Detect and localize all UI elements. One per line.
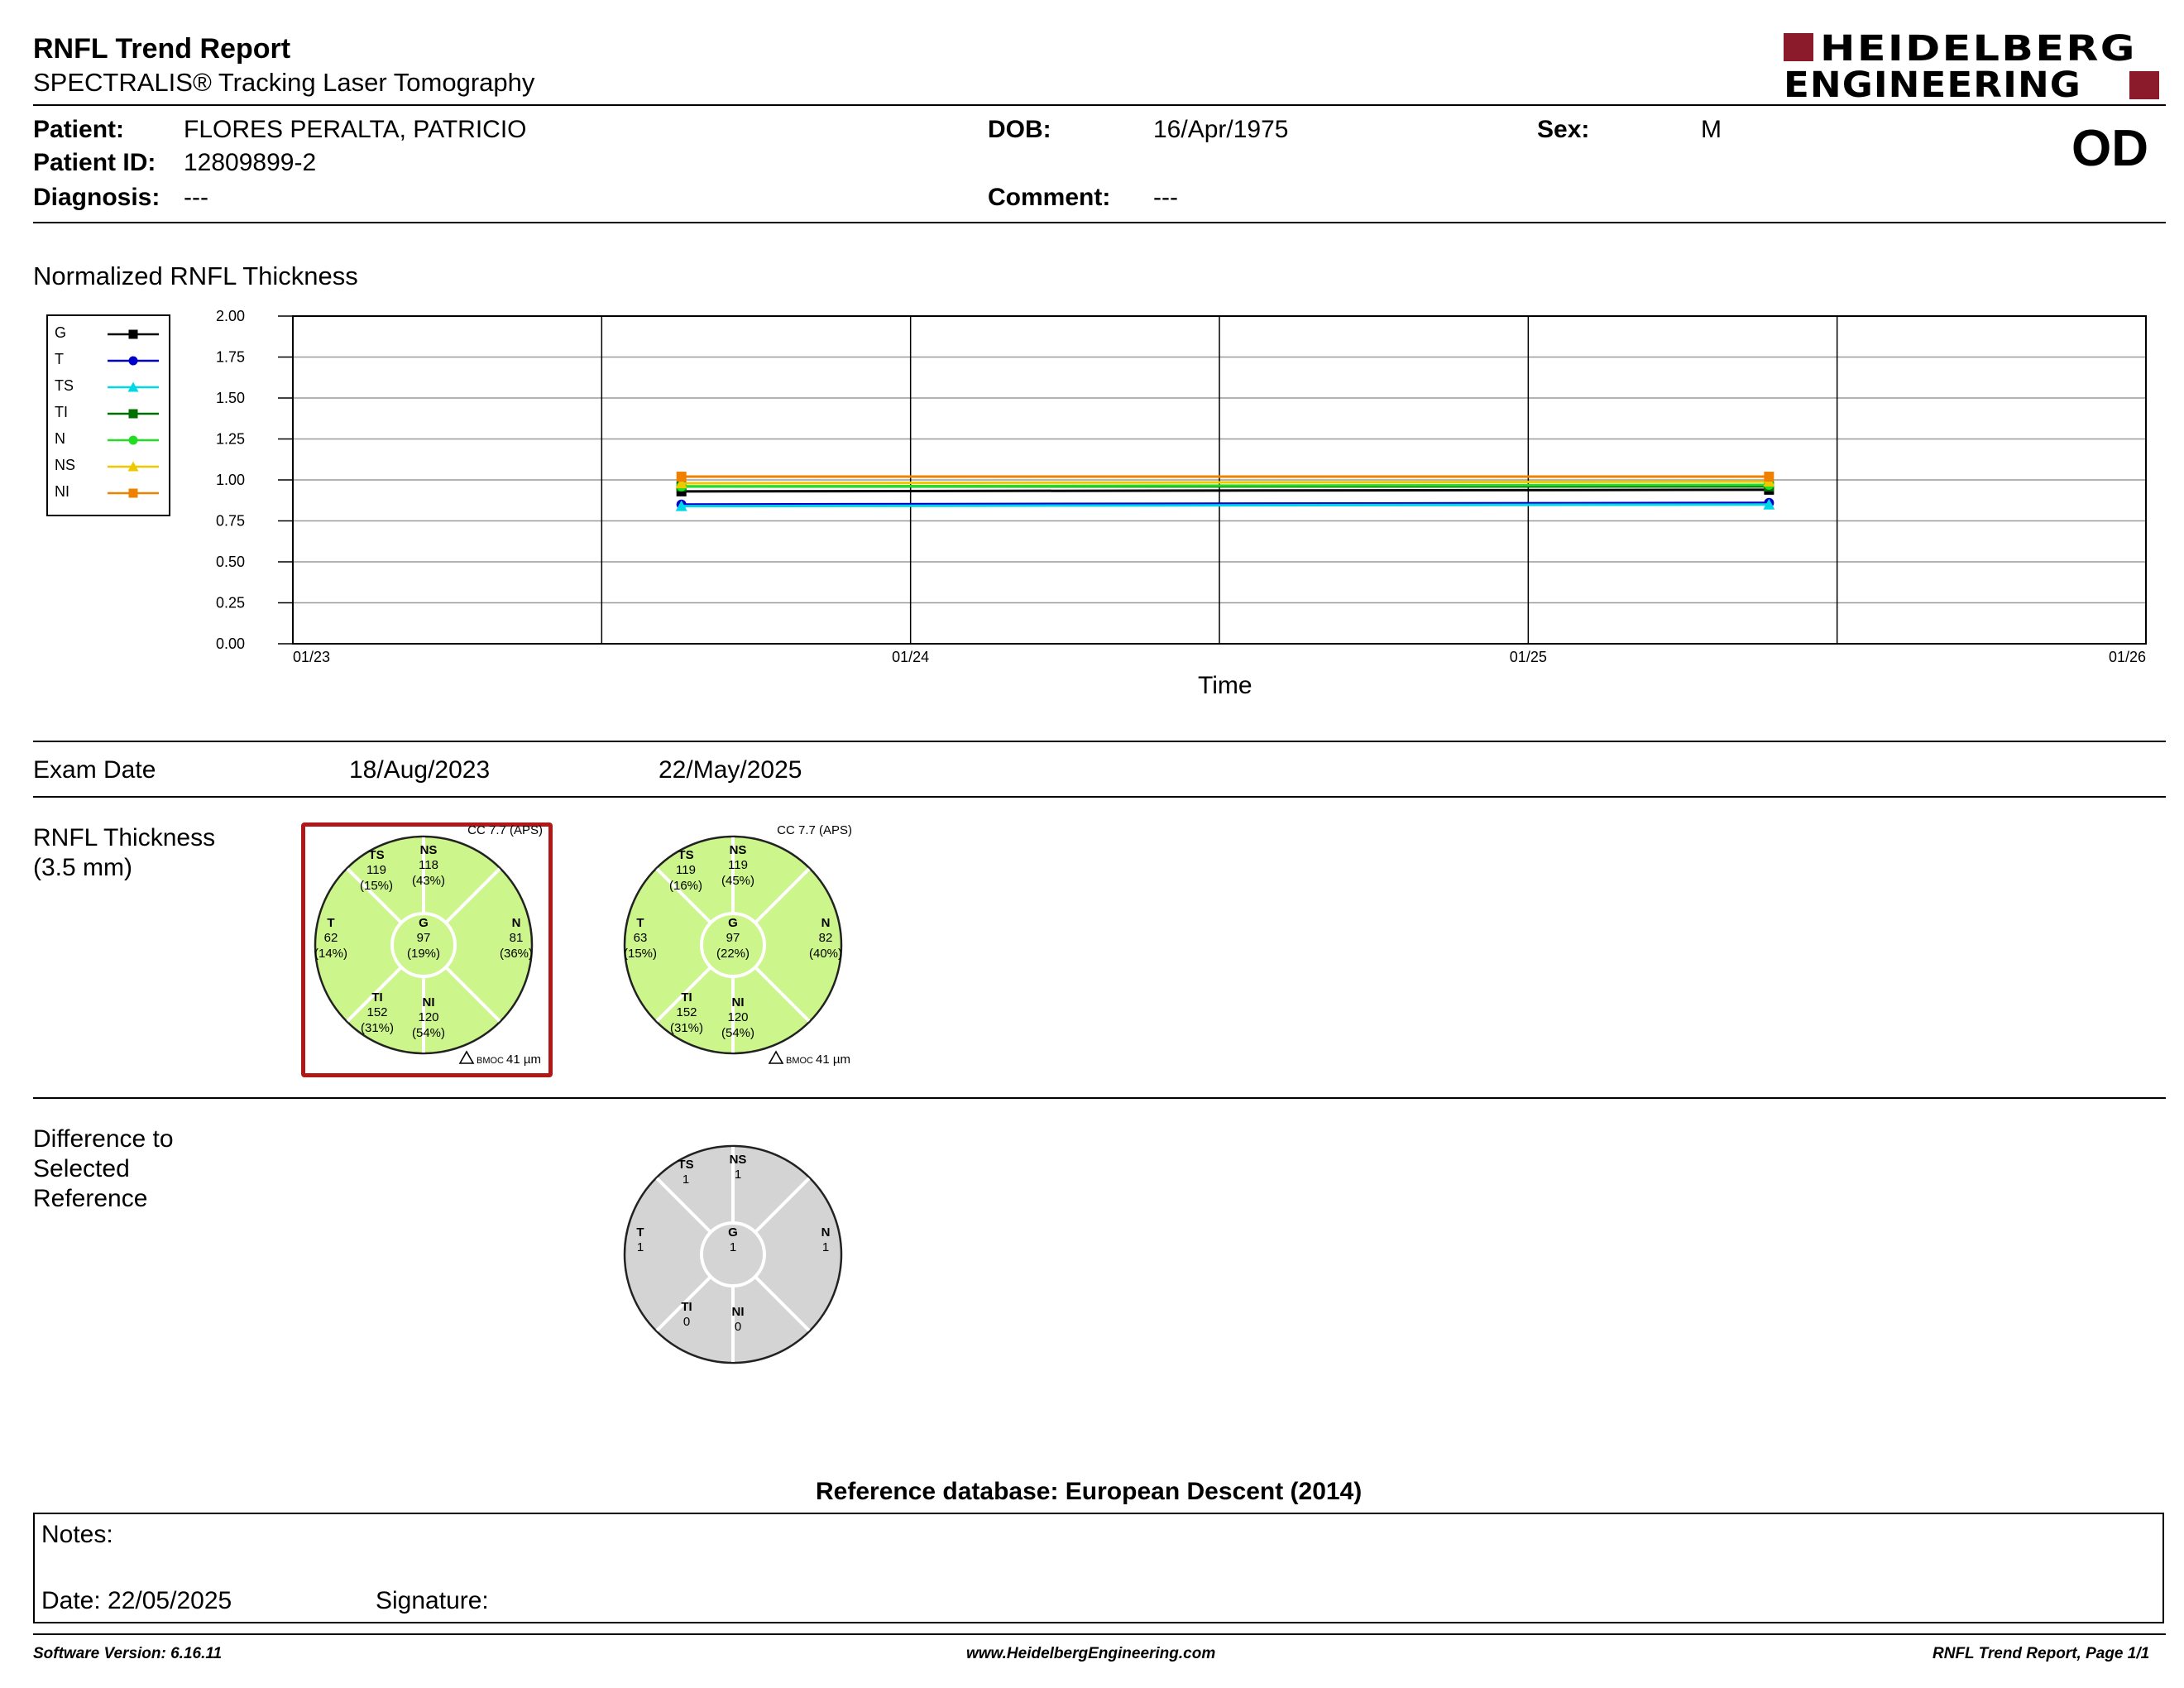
data-point-T: [1764, 498, 1774, 508]
notes-box[interactable]: [33, 1513, 2164, 1623]
sector-name: NI: [731, 995, 745, 1009]
footer-page: RNFL Trend Report, Page 1/1: [1933, 1645, 2150, 1662]
y-tick-label: 2.00: [215, 308, 245, 324]
sector-value: 152: [676, 1005, 697, 1019]
rnfl-circle-exam-2[interactable]: [609, 821, 857, 1069]
legend-item-NI: [48, 480, 169, 506]
diff-label-line3: Reference: [33, 1185, 148, 1212]
y-tick-label: 1.50: [215, 390, 245, 406]
sector-value: 62: [323, 931, 338, 945]
legend-item-NS: [48, 453, 169, 480]
sector-name: TS: [678, 1158, 694, 1172]
diff-label-line2: Selected: [33, 1155, 130, 1182]
y-tick-label: 0.25: [215, 594, 245, 611]
sector-value: 119: [676, 863, 696, 877]
patient-id-label: Patient ID:: [33, 149, 156, 176]
trend-chart: [0, 0, 2184, 745]
sector-percent: (40%): [808, 947, 843, 961]
sector-value: 97: [726, 931, 740, 945]
sector-name: G: [728, 916, 738, 930]
data-point-N: [1764, 480, 1774, 490]
sector-name: T: [636, 1225, 644, 1240]
rnfl-label-line1: RNFL Thickness: [33, 824, 216, 851]
data-point-T: [677, 500, 687, 510]
reference-database: Reference database: European Descent (2014): [816, 1478, 1363, 1505]
data-point-NS: [676, 477, 687, 488]
y-tick-label: 1.25: [215, 430, 245, 448]
sector-value: 82: [818, 931, 833, 945]
exam-rule: [33, 796, 2166, 798]
sector-T: [636, 1225, 644, 1254]
chart-rule: [33, 741, 2166, 742]
sector-percent: (22%): [716, 947, 750, 961]
series-line-N: [682, 485, 1770, 487]
sector-value: 120: [727, 1010, 749, 1024]
rnfl-circle-exam-1[interactable]: [299, 821, 548, 1069]
legend-label: T: [55, 351, 64, 367]
sex-value: M: [1701, 116, 1722, 143]
chart-section-title: Normalized RNFL Thickness: [33, 261, 358, 290]
sector-percent: (16%): [668, 879, 703, 893]
brand-line1: HEIDELBERG: [1820, 28, 2137, 70]
sector-percent: (31%): [360, 1021, 395, 1035]
sector-percent: (45%): [721, 874, 755, 888]
sector-name: TS: [678, 848, 694, 862]
bmoc-triangle-icon: [460, 1052, 473, 1063]
sector-value: 152: [366, 1005, 388, 1019]
sector-percent: (15%): [623, 947, 658, 961]
legend-item-TI: [48, 400, 169, 427]
data-point-N: [677, 482, 687, 492]
sector-value: 120: [418, 1010, 439, 1024]
legend-swatch: [106, 432, 160, 448]
x-tick-label: 01/24: [892, 649, 930, 665]
sector-percent: (36%): [499, 947, 534, 961]
cc-label: CC 7.7 (APS): [467, 823, 543, 837]
report-title: RNFL Trend Report: [33, 33, 291, 65]
sector-N: [821, 1225, 831, 1254]
sector-G: [728, 1225, 738, 1254]
x-tick-label: 01/25: [1509, 649, 1547, 665]
bmoc-label: BMOC: [477, 1056, 504, 1066]
exam-date-2: 22/May/2025: [659, 756, 802, 784]
series-line-TS: [682, 505, 1770, 506]
sector-name: NS: [729, 843, 747, 857]
legend-item-TS: [48, 374, 169, 400]
plot-frame: [293, 316, 2146, 644]
legend-item-N: [48, 427, 169, 453]
series-NS: [676, 476, 1775, 488]
sector-name: TI: [371, 990, 383, 1005]
header-rule: [33, 104, 2166, 106]
series-TS: [676, 499, 1775, 511]
series-line-NS: [682, 482, 1770, 483]
sector-name: NS: [729, 1153, 747, 1167]
sector-percent: (31%): [669, 1021, 704, 1035]
eye-label: OD: [2071, 120, 2148, 177]
data-point-TS: [1763, 499, 1774, 510]
sector-percent: (15%): [359, 879, 394, 893]
y-tick-label: 1.75: [215, 348, 245, 366]
legend-marker: [129, 357, 138, 366]
sector-percent: (54%): [721, 1026, 755, 1040]
y-tick-label: 0.50: [215, 554, 245, 570]
brand-logo: [1779, 30, 2164, 104]
sector-value: 1: [821, 1240, 830, 1254]
exam-date-label: Exam Date: [33, 756, 156, 784]
sector-name: N: [511, 916, 521, 930]
legend-swatch: [106, 352, 160, 369]
sector-value: 63: [633, 931, 648, 945]
notes-signature: Signature:: [376, 1587, 489, 1614]
legend-label: NS: [55, 457, 76, 473]
data-point-NS: [1763, 476, 1774, 487]
sector-value: 1: [734, 1168, 742, 1182]
legend-swatch: [106, 379, 160, 396]
data-point-TS: [676, 501, 687, 511]
legend-label: N: [55, 430, 65, 447]
patient-name: FLORES PERALTA, PATRICIO: [184, 116, 527, 143]
data-point-NI: [677, 472, 687, 482]
sector-value: 0: [682, 1315, 691, 1329]
sector-value: 118: [419, 858, 438, 872]
legend-label: G: [55, 324, 67, 341]
sector-name: TI: [681, 1300, 692, 1314]
series-NI: [677, 472, 1774, 482]
rnfl-label-line2: (3.5 mm): [33, 854, 132, 881]
sector-value: 1: [729, 1240, 737, 1254]
legend-label: TS: [55, 377, 74, 394]
series-T: [677, 498, 1774, 510]
comment-value: ---: [1153, 184, 1178, 211]
cc-label: CC 7.7 (APS): [777, 823, 852, 837]
notes-label: Notes:: [41, 1521, 113, 1548]
sector-value: 0: [734, 1320, 742, 1334]
sector-name: T: [327, 916, 335, 930]
legend-marker: [129, 410, 138, 419]
sector-name: N: [821, 1225, 831, 1240]
legend-swatch: [106, 326, 160, 343]
diagnosis-label: Diagnosis:: [33, 184, 160, 211]
legend-marker: [129, 436, 138, 445]
brand-line2: ENGINEERING: [1784, 65, 2081, 106]
data-point-NI: [1764, 472, 1774, 482]
sector-name: TI: [681, 990, 692, 1005]
series-line-G: [682, 490, 1770, 492]
data-point-TI: [677, 482, 687, 492]
bmoc-value: 41 µm: [816, 1053, 850, 1067]
data-point-G: [1764, 485, 1774, 495]
rnfl-rule: [33, 1097, 2166, 1099]
sector-name: TS: [368, 848, 385, 862]
sector-percent: (19%): [406, 947, 441, 961]
y-tick-label: 0.75: [215, 512, 245, 530]
series-N: [677, 480, 1774, 492]
footer-rule: [33, 1633, 2166, 1635]
bmoc-label: BMOC: [786, 1056, 813, 1066]
diagnosis-value: ---: [184, 184, 208, 211]
y-tick-label: 1.00: [215, 472, 245, 488]
patient-id: 12809899-2: [184, 149, 317, 176]
series-line-T: [682, 503, 1770, 505]
notes-date: Date: 22/05/2025: [41, 1587, 232, 1614]
x-tick-label: 01/26: [2108, 649, 2146, 665]
sector-name: T: [636, 916, 644, 930]
diff-label-line1: Difference to: [33, 1125, 174, 1153]
data-point-G: [677, 487, 687, 496]
x-axis-label: Time: [1198, 672, 1252, 699]
sector-name: NI: [422, 995, 435, 1009]
patient-rule: [33, 222, 2166, 223]
exam-date-1: 18/Aug/2023: [349, 756, 491, 784]
sector-name: N: [821, 916, 831, 930]
sector-value: 119: [728, 858, 748, 872]
legend-marker: [129, 330, 138, 339]
y-tick-label: 0.00: [215, 635, 245, 652]
legend-swatch: [106, 405, 160, 422]
legend-marker: [129, 489, 138, 498]
sector-value: 1: [682, 1172, 690, 1187]
sector-value: 119: [366, 863, 386, 877]
sector-name: NI: [731, 1305, 745, 1319]
sector-value: 81: [509, 931, 524, 945]
dob-label: DOB:: [988, 116, 1051, 143]
chart-legend: [46, 314, 170, 516]
sector-percent: (43%): [411, 874, 446, 888]
legend-item-T: [48, 348, 169, 374]
legend-label: NI: [55, 483, 69, 500]
sex-label: Sex:: [1537, 116, 1590, 143]
x-tick-label: 01/23: [293, 649, 331, 665]
report-subtitle: SPECTRALIS® Tracking Laser Tomography: [33, 68, 535, 97]
patient-label: Patient:: [33, 116, 125, 143]
sector-percent: (54%): [411, 1026, 446, 1040]
bmoc-value: 41 µm: [506, 1053, 541, 1067]
sector-percent: (14%): [314, 947, 348, 961]
legend-swatch: [106, 485, 160, 501]
bmoc-triangle-icon: [769, 1052, 783, 1063]
sector-value: 97: [416, 931, 431, 945]
sector-name: G: [419, 916, 429, 930]
legend-item-G: [48, 321, 169, 348]
dob-value: 16/Apr/1975: [1153, 116, 1289, 143]
series-G: [677, 485, 1774, 496]
sector-value: 1: [636, 1240, 644, 1254]
difference-circle[interactable]: [609, 1130, 857, 1379]
comment-label: Comment:: [988, 184, 1111, 211]
legend-label: TI: [55, 404, 68, 420]
sector-name: G: [728, 1225, 738, 1240]
footer-website: www.HeidelbergEngineering.com: [966, 1645, 1216, 1662]
footer-software: Software Version: 6.16.11: [33, 1645, 223, 1662]
data-point-TI: [1764, 482, 1774, 492]
sector-name: NS: [419, 843, 438, 857]
series-TI: [677, 482, 1774, 492]
legend-swatch: [106, 458, 160, 475]
